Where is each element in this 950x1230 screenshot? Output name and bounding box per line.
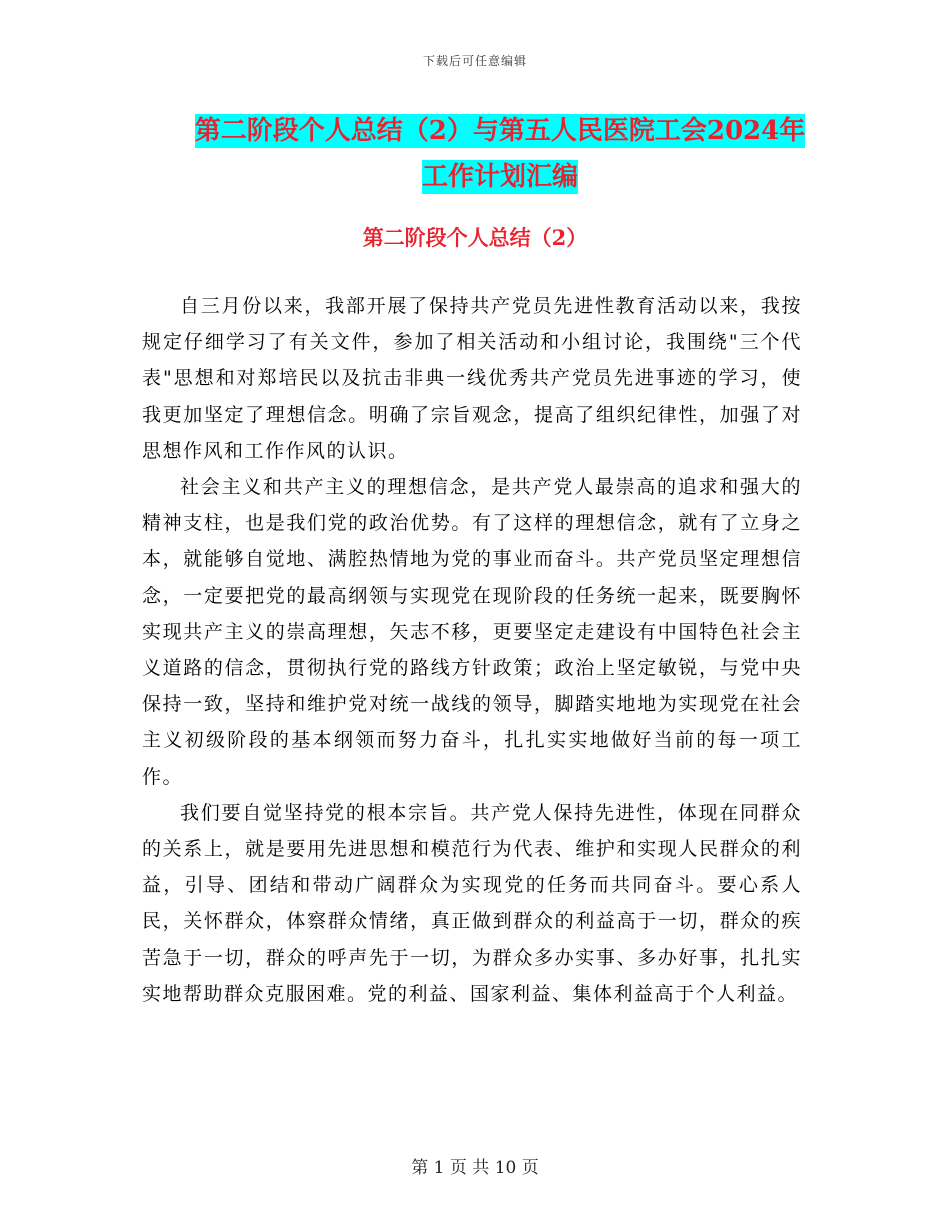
body-text [142, 288, 802, 1012]
total-pages: 10 [494, 1158, 517, 1178]
document-title [150, 108, 850, 200]
paragraph: 社会主义和共产主义的理想信念，是共产党人最崇高的追求和强大的精神支柱，也是我们党的政治优势。有了这样的理想信念，就有了立身之本，就能够自觉地、满腔热情地为党的事业而奋斗。共产党员坚定理想信念，一定要把党的最高纲领与实现党在现阶段的任务统一起来，既要胸怀实现共产主义的崇高理想，矢志不移，更要坚定走建设有中国特色社会主义道路的信念，贯彻执行党的路线方针政策；政治上坚定敏锐，与党中央保持一致，坚持和维护党对统一战线的领导，脚踏实地地为实现党在社会主义初级阶段的基本纲领而努力奋斗，扎扎实实地做好当前的每一项工作。 [142, 476, 802, 788]
total-label-prefix: 共 [472, 1158, 490, 1178]
section-title: 第二阶段个人总结（2） [362, 225, 588, 250]
page-footer [0, 1153, 950, 1178]
header-note: 下载后可任意编辑 [422, 54, 527, 68]
paragraph: 我们要自觉坚持党的根本宗旨。共产党人保持先进性，体现在同群众的关系上，就是要用先进思想和模范行为代表、维护和实现人民群众的利益，引导、团结和带动广阔群众为实现党的任务而共同奋斗。要心系人民，关怀群众，体察群众情绪，真正做到群众的利益高于一切，群众的疾苦急于一切，群众的呼声先于一切，为群众多办实事、多办好事，扎扎实实地帮助群众克服困难。党的利益、国家利益、集体利益高于个人利益。 [142, 801, 802, 1005]
page-number: 1 [433, 1158, 445, 1178]
page-label-mid: 页 [449, 1158, 467, 1178]
document-title-line2: 工作计划汇编 [421, 162, 578, 192]
paragraph: 自三月份以来，我部开展了保持共产党员先进性教育活动以来，我按规定仔细学习了有关文件，参加了相关活动和小组讨论，我围绕"三个代表"思想和对郑培民以及抗击非典一线优秀共产党员先进事迹的学习，使我更加坚定了理想信念。明确了宗旨观念，提高了组织纪律性，加强了对思想作风和工作作风的认识。 [142, 295, 802, 462]
total-label-suffix: 页 [521, 1158, 539, 1178]
document-title-line1: 第二阶段个人总结（2）与第五人民医院工会2024年 [194, 116, 806, 146]
page-label-prefix: 第 [411, 1158, 429, 1178]
